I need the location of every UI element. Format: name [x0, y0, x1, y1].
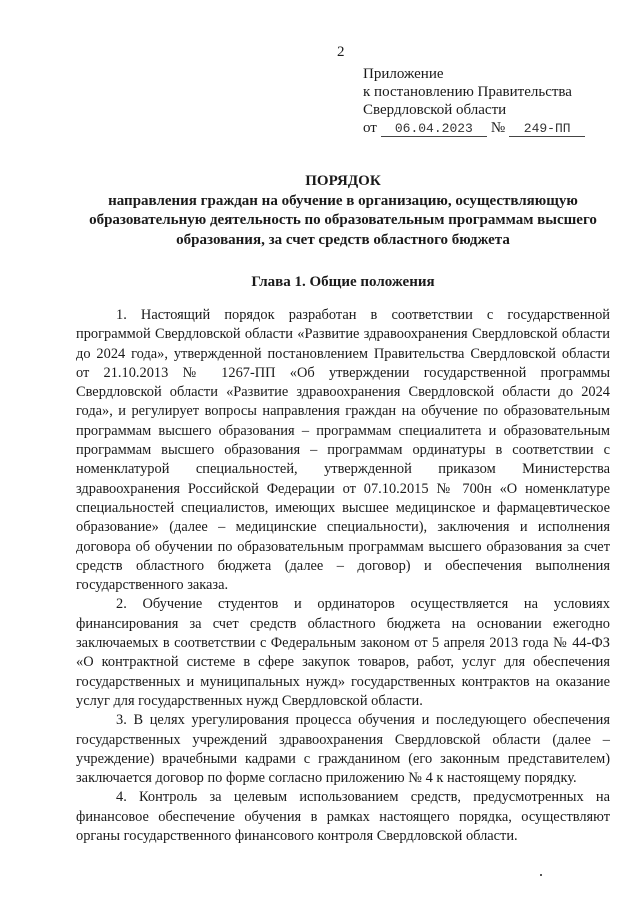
title-subtitle: направления граждан на обучение в организацию, осуществляющую образовательную деятельность по образовательным программам высшего образования, за счет средств областного бюджета: [89, 192, 597, 248]
appendix-line-3: Свердловской области: [363, 102, 507, 118]
document-title: [70, 172, 616, 250]
decree-date: 06.04.2023: [381, 121, 487, 137]
document-body: [76, 306, 610, 846]
appendix-line-2: к постановлению Правительства: [363, 84, 572, 100]
appendix-line-1: Приложение: [363, 66, 444, 82]
paragraph-4: 4. Контроль за целевым использованием средств, предусмотренных на финансовое обеспечение обучения в рамках настоящего порядка, осуществляют органы государственного финансового контроля Свердловской области.: [76, 789, 610, 845]
appendix-signature-line: [363, 119, 585, 137]
number-label: №: [490, 120, 506, 136]
appendix-header: [363, 65, 585, 137]
decree-number: 249-ПП: [509, 121, 585, 137]
scan-speck: [540, 874, 542, 876]
title-main: ПОРЯДОК: [305, 173, 381, 189]
chapter-heading: Глава 1. Общие положения: [251, 274, 435, 290]
paragraph-3: 3. В целях урегулирования процесса обучения и последующего обеспечения государственных учреждений здравоохранения Свердловской области (далее – учреждение) врачебными кадрами с гражданином (его законным представителем) заключается договор по форме согласно приложению № 4 к настоящему порядку.: [76, 712, 610, 787]
page-number: 2: [337, 44, 345, 60]
from-label: от: [363, 120, 377, 136]
paragraph-1: 1. Настоящий порядок разработан в соответствии с государственной программой Свердловской области «Развитие здравоохранения Свердловской области до 2024 года», утвержденной постановлением Правительства Свердловской области от 21.10.2013 № 1267-ПП «Об утверждении государственной программы Свердловской области «Развитие здравоохранения Свердловской области до 2024 года», и регулирует вопросы направления граждан на обучение по образовательным программам высшего образования – программам специалитета и образовательным программам высшего образования – программам ординатуры в соответствии с номенклатурой специальностей, утвержденной приказом Министерства здравоохранения Российской Федерации от 07.10.2015 № 700н «О номенклатуре специальностей специалистов, имеющих высшее медицинское и фармацевтическое образование» (далее – медицинские специальности), заключения и исполнения договора об обучении по образовательным программам высшего образования за счет средств областного бюджета (далее – договор) и обеспечения выполнения государственного заказа.: [76, 307, 610, 594]
paragraph-2: 2. Обучение студентов и ординаторов осуществляется на условиях финансирования за счет средств областного бюджета на основании ежегодно заключаемых в соответствии с Федеральным законом от 5 апреля 2013 года № 44-ФЗ «О контрактной системе в сфере закупок товаров, работ, услуг для обеспечения государственных и муниципальных нужд» государственных контрактов на оказание услуг для государственных нужд Свердловской области.: [76, 596, 610, 709]
